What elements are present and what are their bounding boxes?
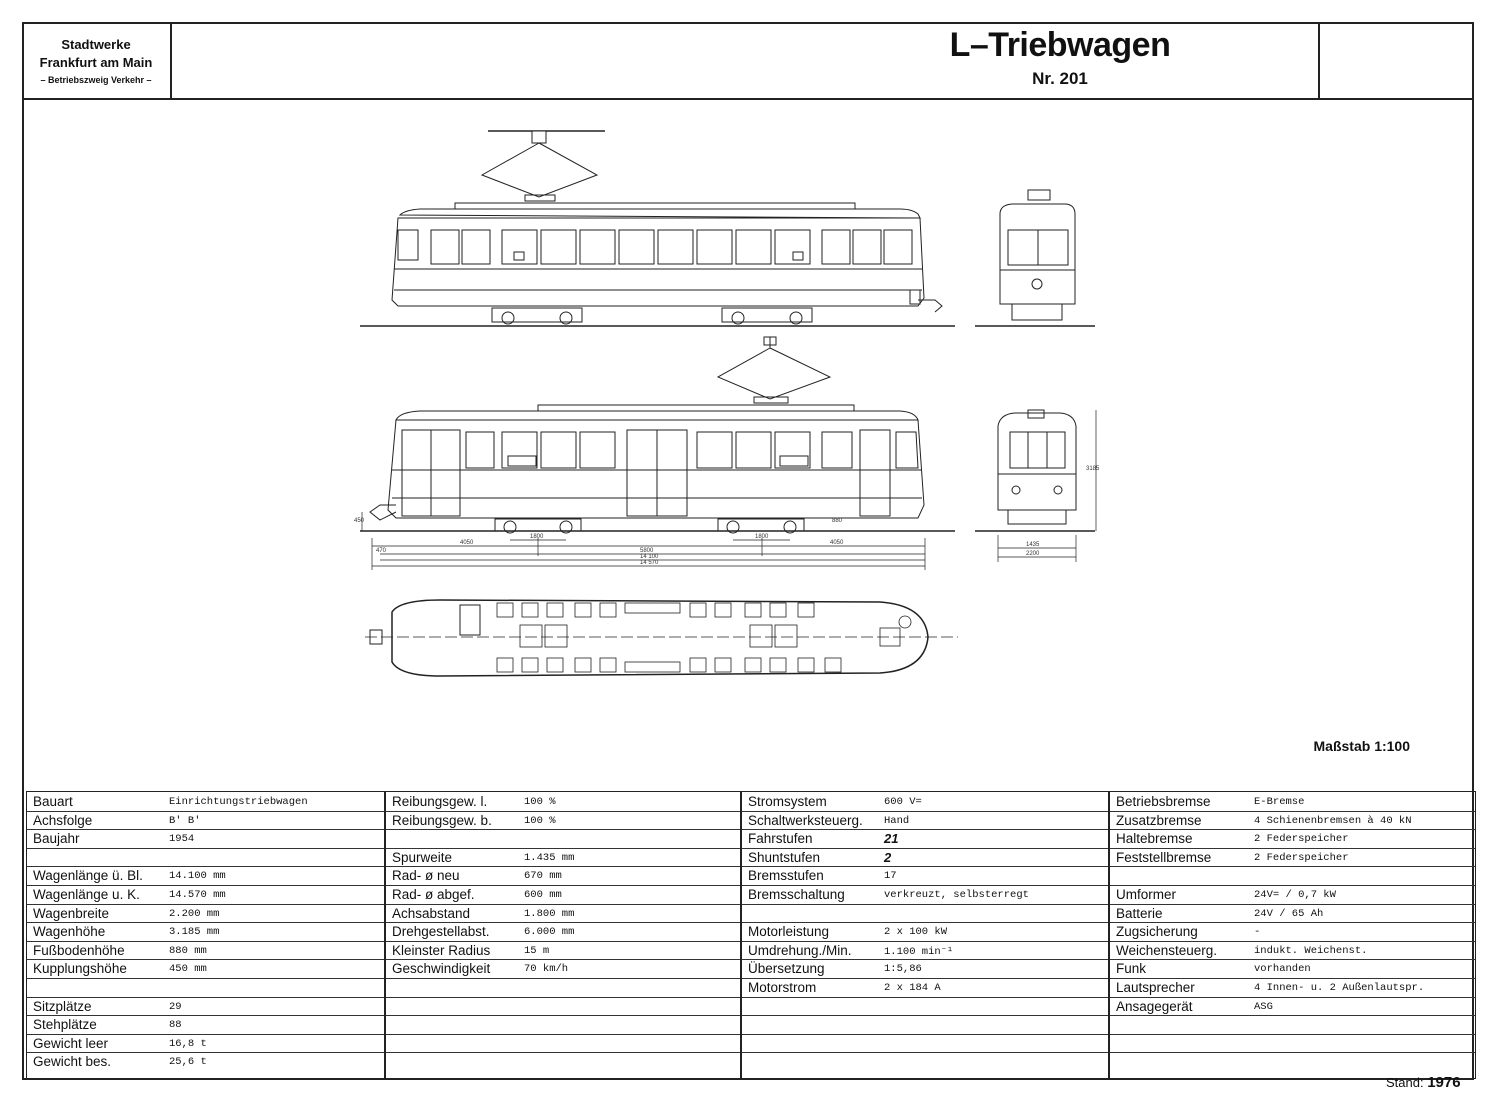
spec-row [1110,1035,1475,1054]
spec-value: 600 mm [524,889,562,901]
spec-value: Einrichtungstriebwagen [169,796,308,808]
spec-column-2 [385,791,741,1079]
spec-row [742,812,1108,831]
spec-row [27,1053,384,1072]
spec-label: Baujahr [33,831,80,847]
spec-row [1110,942,1475,961]
spec-row [27,1016,384,1035]
page-subtitle: Nr. 201 [1032,69,1088,88]
dim-gauge: 1435 [1026,542,1040,548]
spec-row [742,960,1108,979]
spec-label: Umformer [1116,887,1176,902]
spec-column-1 [26,791,385,1079]
spec-label: Wagenlänge ü. Bl. [33,868,143,884]
spec-label: Wagenhöhe [33,924,106,940]
spec-row [742,1053,1108,1072]
dim-end-left: 4050 [460,540,474,546]
rear-view [975,410,1096,562]
spec-row [386,886,740,905]
spec-value: 15 m [524,944,550,957]
spec-value: 670 mm [524,870,562,883]
spec-label: Rad- ø neu [392,868,460,884]
spec-row [386,793,740,812]
spec-label: Reibungsgew. l. [392,794,488,809]
spec-label: Zusatzbremse [1116,812,1202,828]
spec-label: Batterie [1116,905,1163,921]
spec-label: Ansagegerät [1116,998,1193,1014]
spec-value: 2 x 184 A [884,982,941,994]
spec-row [1110,905,1475,924]
spec-value: B' B' [169,814,201,827]
spec-value: 1954 [169,833,195,846]
stand-footer [1386,1074,1461,1091]
spec-value: 2 x 100 kW [884,926,948,939]
spec-value: 25,6 t [169,1056,207,1069]
spec-value: Hand [884,814,910,827]
spec-value: 2.200 mm [169,907,220,920]
floor-plan [365,600,958,676]
spec-row [386,849,740,868]
front-view-right [975,190,1095,326]
org-line-3: – Betriebszweig Verkehr – [40,75,152,85]
dim-bogie-a: 1800 [530,534,544,540]
page-title: L–Triebwagen [949,26,1171,64]
spec-value: 2 Federspeicher [1254,833,1349,846]
dim-bogie-b: 1800 [755,534,769,540]
spec-row [27,923,384,942]
spec-row [386,960,740,979]
spec-row [1110,1016,1475,1035]
spec-value: 17 [884,870,897,883]
spec-row [742,998,1108,1017]
spec-label: Umdrehung./Min. [748,942,852,958]
spec-row [386,905,740,924]
dim-coupler-height: 450 [354,518,365,524]
spec-label: Motorleistung [748,924,830,940]
spec-value: 24V= / 0,7 kW [1254,889,1336,901]
spec-label: Zugsicherung [1116,924,1198,940]
spec-column-3 [741,791,1109,1079]
spec-label: Haltebremse [1116,831,1193,847]
dim-floor-height: 880 [832,518,843,524]
spec-value: 16,8 t [169,1037,207,1050]
spec-value: 4 Innen- u. 2 Außenlautspr. [1254,982,1425,994]
spec-label: Geschwindigkeit [392,961,491,977]
spec-row [386,1016,740,1035]
spec-label: Lautsprecher [1116,980,1195,995]
spec-label: Bremsstufen [748,868,824,884]
spec-row [27,905,384,924]
spec-row [1110,979,1475,998]
spec-row [1110,923,1475,942]
spec-value: 21 [884,831,899,847]
spec-label: Gewicht bes. [33,1054,112,1070]
spec-row [27,812,384,831]
spec-label: Drehgestellabst. [392,924,490,940]
spec-label: Achsfolge [33,812,93,828]
stand-year: 1976 [1427,1074,1461,1091]
side-view-right [360,131,955,326]
spec-row [27,830,384,849]
spec-row [386,1035,740,1054]
spec-label: Gewicht leer [33,1035,109,1051]
spec-row [742,886,1108,905]
spec-row [386,812,740,831]
spec-row [1110,1053,1475,1072]
spec-value: 14.570 mm [169,889,226,901]
spec-label: Stromsystem [748,794,827,809]
spec-row [742,905,1108,924]
spec-row [27,979,384,998]
spec-row [1110,812,1475,831]
dim-width: 2200 [1026,551,1040,557]
spec-row [1110,960,1475,979]
spec-label: Wagenlänge u. K. [33,887,140,902]
spec-row [27,998,384,1017]
spec-value: 24V / 65 Ah [1254,907,1324,920]
dim-overhang: 470 [376,548,387,554]
spec-value: ASG [1254,1000,1273,1013]
spec-label: Motorstrom [748,980,817,995]
spec-value: 1.100 min⁻¹ [884,945,954,958]
org-line-2: Frankfurt am Main [39,55,153,70]
spec-value: vorhanden [1254,963,1311,976]
spec-row [742,979,1108,998]
spec-row [742,830,1108,849]
spec-row [27,793,384,812]
dim-overall-length: 14 570 [640,560,659,566]
spec-value: 4 Schienenbremsen à 40 kN [1254,814,1412,827]
spec-row [27,886,384,905]
spec-column-4 [1109,791,1476,1079]
spec-value: 100 % [524,796,556,808]
spec-row [742,923,1108,942]
drawing-scale: Maßstab 1:100 [1313,738,1410,754]
spec-label: Stehplätze [33,1017,97,1033]
spec-label: Achsabstand [392,905,471,921]
dim-center: 5800 [640,548,654,554]
spec-row [27,867,384,886]
spec-row [27,942,384,961]
spec-label: Fußbodenhöhe [33,942,125,958]
spec-value: 29 [169,1000,182,1013]
spec-row [27,1035,384,1054]
spec-label: Übersetzung [748,961,825,977]
spec-label: Kleinster Radius [392,942,491,958]
org-line-1: Stadtwerke [61,37,131,52]
spec-row [742,1016,1108,1035]
spec-label: Feststellbremse [1116,849,1212,865]
spec-row [742,867,1108,886]
spec-value: 600 V= [884,796,922,808]
spec-label: Spurweite [392,849,453,865]
spec-row [27,849,384,868]
spec-row [386,867,740,886]
spec-row [742,942,1108,961]
spec-value: 880 mm [169,944,207,957]
spec-value: 2 [884,849,892,865]
spec-value: E-Bremse [1254,796,1305,808]
spec-value: 1.800 mm [524,907,575,920]
spec-row [386,998,740,1017]
spec-row [386,1053,740,1072]
spec-row [1110,793,1475,812]
spec-row [742,849,1108,868]
spec-value: 14.100 mm [169,870,226,883]
dim-body-length: 14 100 [640,554,659,560]
spec-label: Rad- ø abgef. [392,887,475,902]
spec-label: Wagenbreite [33,905,110,921]
spec-row [386,923,740,942]
specification-table [26,791,1476,1079]
spec-value: 100 % [524,814,556,827]
spec-value: 450 mm [169,963,207,976]
spec-value: 6.000 mm [524,926,575,939]
spec-value: - [1254,926,1261,939]
spec-label: Betriebsbremse [1116,794,1211,809]
spec-label: Schaltwerksteuerg. [748,812,863,828]
spec-row [1110,886,1475,905]
spec-value: 1.435 mm [524,851,575,864]
spec-row [742,1035,1108,1054]
spec-row [386,942,740,961]
spec-label: Bauart [33,794,73,809]
spec-label: Reibungsgew. b. [392,812,492,828]
spec-row [386,979,740,998]
spec-value: verkreuzt, selbsterregt [884,889,1029,901]
spec-label: Bremsschaltung [748,887,845,902]
side-view-left [360,337,955,570]
spec-row [1110,849,1475,868]
spec-row [1110,867,1475,886]
spec-value: 1:5,86 [884,963,922,976]
spec-value: 3.185 mm [169,926,220,939]
dim-end-right: 4050 [830,540,844,546]
spec-row [1110,830,1475,849]
spec-label: Sitzplätze [33,998,92,1014]
spec-label: Shuntstufen [748,849,821,865]
spec-value: 70 km/h [524,963,569,976]
spec-label: Kupplungshöhe [33,961,127,977]
spec-row [386,830,740,849]
spec-value: 2 Federspeicher [1254,851,1349,864]
spec-row [1110,998,1475,1017]
spec-row [742,793,1108,812]
spec-label: Fahrstufen [748,831,813,847]
spec-label: Weichensteuerg. [1116,942,1218,958]
spec-value: 88 [169,1019,182,1032]
spec-label: Funk [1116,961,1147,977]
dim-height: 3185 [1086,466,1100,472]
spec-row [27,960,384,979]
stand-label: Stand: [1386,1075,1424,1090]
spec-value: indukt. Weichenst. [1254,944,1368,957]
